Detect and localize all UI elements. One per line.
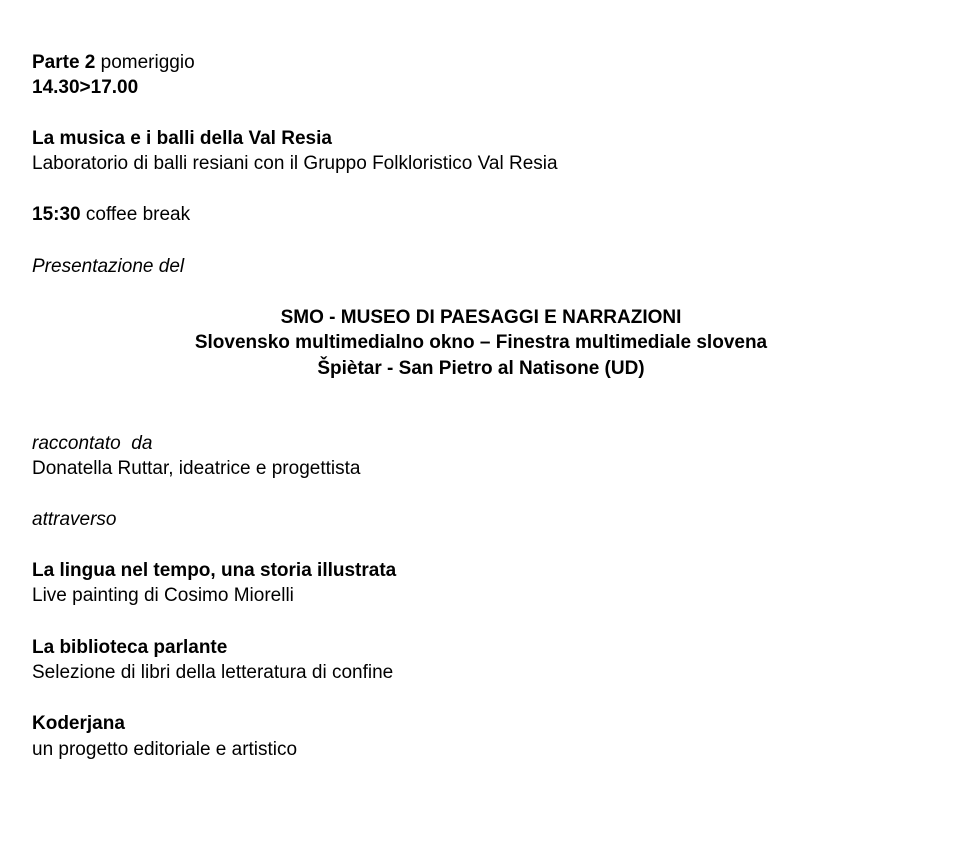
session-time-range: 14.30>17.00 [32,77,139,98]
session-heading [32,51,195,75]
museum-location: Špiètar - San Pietro al Natisone (UD) [317,358,645,379]
item-title: La lingua nel tempo, una storia illustrata [32,560,397,581]
coffee-label: coffee break [80,204,191,225]
item-description: Selezione di libri della letteratura di confine [32,662,394,683]
music-title: La musica e i balli della Val Resia [32,128,332,149]
item-description: un progetto editoriale e artistico [32,739,298,760]
coffee-time: 15:30 [32,204,81,225]
music-description: Laboratorio di balli resiani con il Gruppo Folkloristico Val Resia [32,153,558,174]
item-title: La biblioteca parlante [32,637,228,658]
coffee-break [32,203,190,227]
part-time-of-day: pomeriggio [95,52,195,73]
museum-name: SMO - MUSEO DI PAESAGGI E NARRAZIONI [280,307,682,328]
narrator-name: Donatella Ruttar, ideatrice e progettista [32,458,361,479]
presentation-intro: Presentazione del [32,256,185,277]
narrator-intro: raccontato da [32,433,153,454]
through-label: attraverso [32,509,117,530]
item-title: Koderjana [32,713,125,734]
museum-subtitle: Slovensko multimedialno okno – Finestra multimediale slovena [194,332,768,353]
item-description: Live painting di Cosimo Miorelli [32,585,294,606]
part-label: Parte 2 [32,52,96,73]
